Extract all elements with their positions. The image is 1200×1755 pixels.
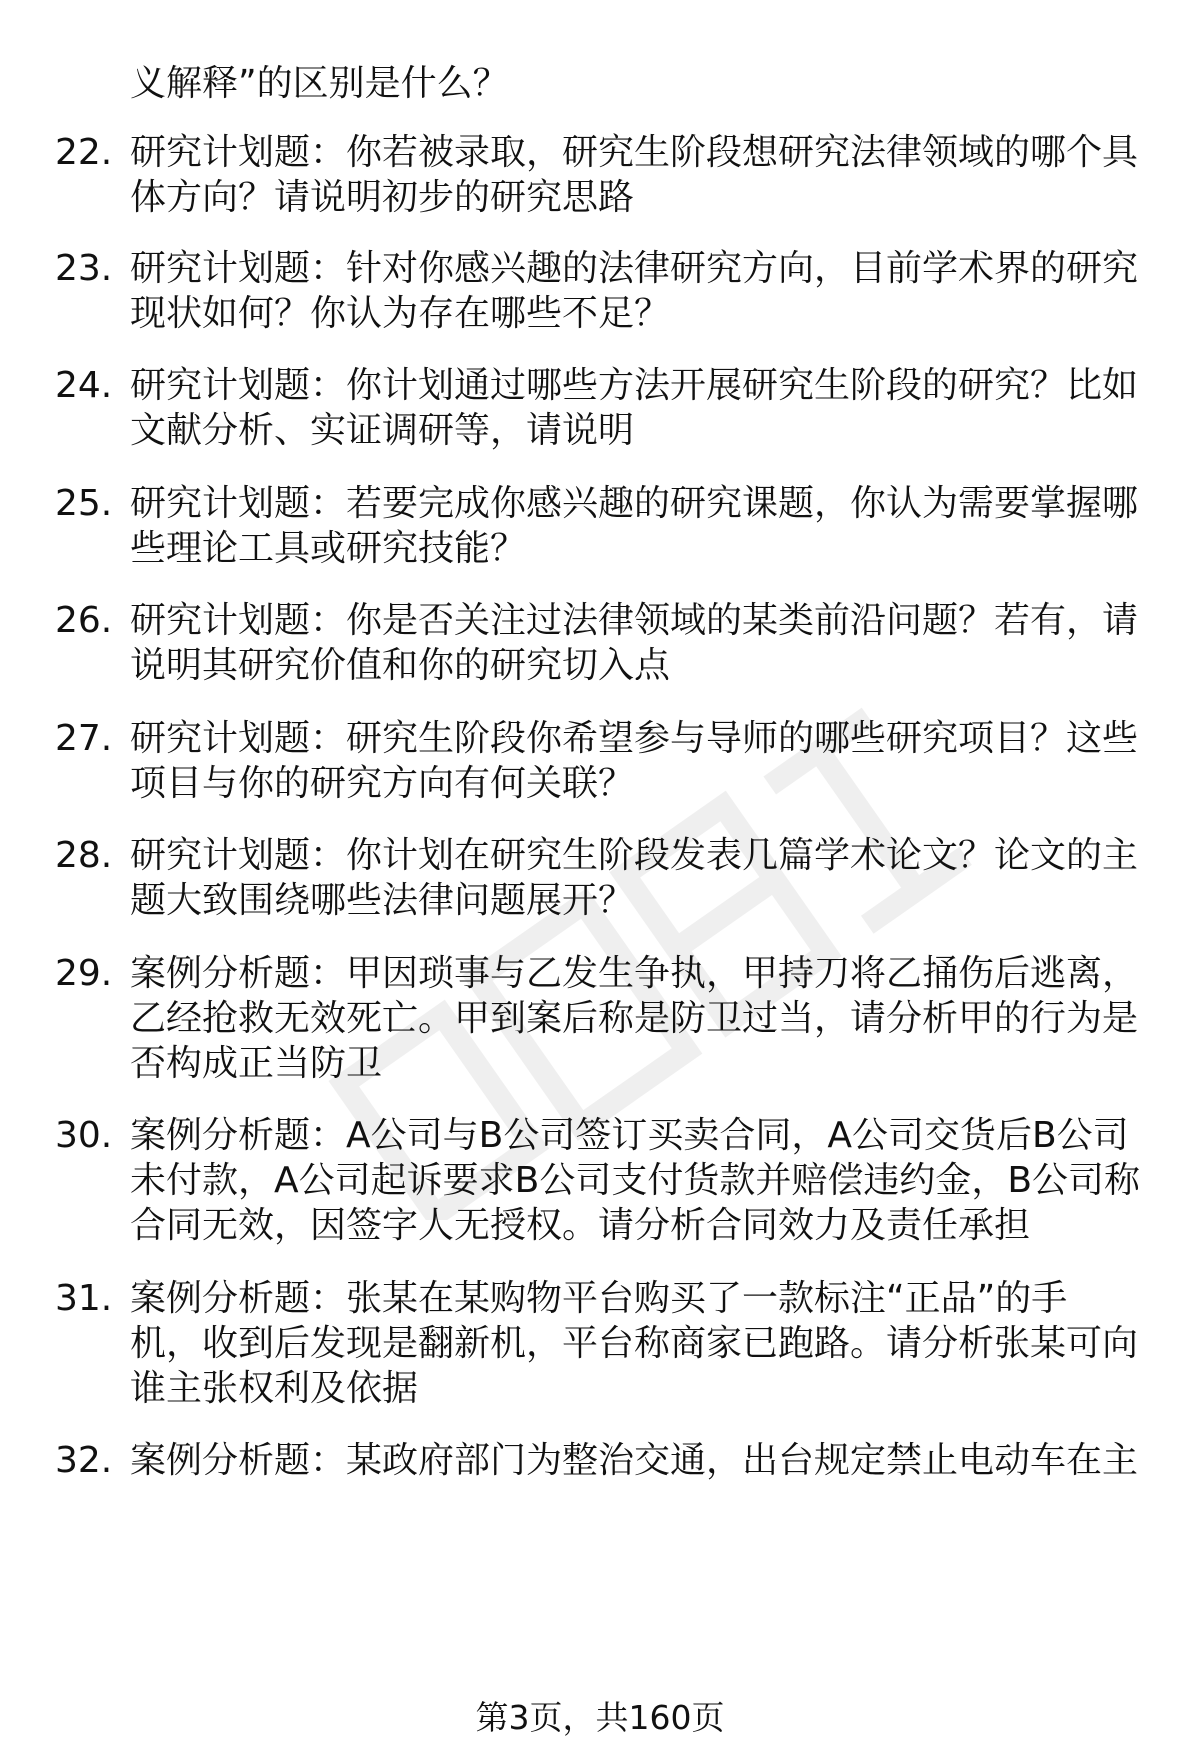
question-text-line: 文献分析、实证调研等，请说明 — [130, 410, 635, 451]
question-text-line: 项目与你的研究方向有何关联？ — [130, 763, 635, 804]
continuation-line: 义解释”的区别是什么？ — [130, 63, 509, 104]
question-text-line: 现状如何？你认为存在哪些不足？ — [130, 293, 671, 334]
question-text-line: 案例分析题：甲因琐事与乙发生争执，甲持刀将乙捅伤后逃离， — [130, 953, 1139, 994]
question-text-line: 案例分析题：张某在某购物平台购买了一款标注“正品”的手 — [130, 1278, 1068, 1319]
question-text-line: 说明其研究价值和你的研究切入点 — [130, 645, 671, 686]
question-text-line: 研究计划题：你是否关注过法律领域的某类前沿问题？若有，请 — [130, 600, 1139, 641]
question-text-line: 些理论工具或研究技能？ — [130, 528, 527, 569]
question-text-line: 研究计划题：针对你感兴趣的法律研究方向，目前学术界的研究 — [130, 248, 1139, 289]
question-text-line: 题大致围绕哪些法律问题展开？ — [130, 880, 635, 921]
question-text-line: 案例分析题：某政府部门为整治交通，出台规定禁止电动车在主 — [130, 1440, 1139, 1481]
question-number: 22. — [55, 132, 113, 173]
question-text-line: 研究计划题：研究生阶段你希望参与导师的哪些研究项目？这些 — [130, 718, 1139, 759]
question-text-line: 否构成正当防卫 — [130, 1043, 383, 1084]
page-footer: 第3页，共160页 — [475, 1698, 725, 1737]
question-number: 30. — [55, 1115, 113, 1156]
question-text-line: 乙经抢救无效死亡。甲到案后称是防卫过当，请分析甲的行为是 — [130, 998, 1139, 1039]
question-text-line: 谁主张权利及依据 — [130, 1368, 419, 1409]
question-number: 26. — [55, 600, 113, 641]
question-text-line: 研究计划题：若要完成你感兴趣的研究课题，你认为需要掌握哪 — [130, 483, 1139, 524]
question-text-line: 机，收到后发现是翻新机，平台称商家已跑路。请分析张某可向 — [130, 1323, 1139, 1364]
question-text-line: 研究计划题：你计划在研究生阶段发表几篇学术论文？论文的主 — [130, 835, 1139, 876]
question-number: 31. — [55, 1278, 113, 1319]
question-text-line: 体方向？请说明初步的研究思路 — [130, 177, 635, 218]
question-number: 29. — [55, 953, 113, 994]
question-number: 32. — [55, 1440, 113, 1481]
question-number: 24. — [55, 365, 113, 406]
question-text-line: 未付款，A公司起诉要求B公司支付货款并赔偿违约金，B公司称 — [130, 1160, 1141, 1201]
question-text-line: 案例分析题：A公司与B公司签订买卖合同，A公司交货后B公司 — [130, 1115, 1129, 1156]
question-text-line: 合同无效，因签字人无授权。请分析合同效力及责任承担 — [130, 1205, 1031, 1246]
question-text-line: 研究计划题：你若被录取，研究生阶段想研究法律领域的哪个具 — [130, 132, 1139, 173]
question-number: 27. — [55, 718, 113, 759]
question-number: 28. — [55, 835, 113, 876]
question-number: 23. — [55, 248, 113, 289]
question-number: 25. — [55, 483, 113, 524]
question-text-line: 研究计划题：你计划通过哪些方法开展研究生阶段的研究？比如 — [130, 365, 1139, 406]
